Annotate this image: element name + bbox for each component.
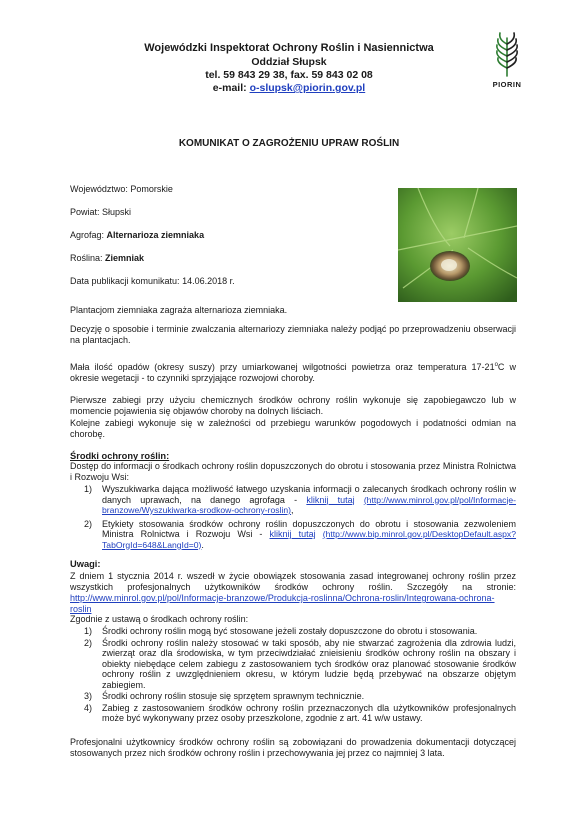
conditions-text-b: C w okresie wegetacji - to czynniki sprzyjające rozwojowi choroby. bbox=[70, 362, 517, 383]
section-protection-intro: Dostęp do informacji o środkach ochrony roślin dopuszczonych do obrotu i stosowania przez Ministra Rolnictwa i Rozwoju Wsi: bbox=[70, 461, 516, 482]
page-title: KOMUNIKAT O ZAGROŻENIU UPRAW ROŚLIN bbox=[178, 138, 400, 149]
law-lead: Zgodnie z ustawą o środkach ochrony roślin: bbox=[70, 614, 249, 624]
logo-text: PIORIN bbox=[492, 80, 522, 89]
meta-plant bbox=[70, 253, 144, 264]
pest-label: Agrofag: bbox=[70, 230, 107, 240]
paragraph-decision: Decyzję o sposobie i terminie zwalczania alternariozy ziemniaka należy podjąć po przeprowadzeniu obserwacji na plantacjach. bbox=[70, 324, 516, 345]
section-protection-title: Środki ochrony roślin: bbox=[70, 451, 170, 461]
org-name: Wojewódzki Inspektorat Ochrony Roślin i Nasiennictwa bbox=[144, 42, 434, 54]
list-text: Środki ochrony roślin należy stosować w taki sposób, aby nie stwarzać zagrożenia dla zdrowia ludzi, zwierząt oraz dla środowiska, w tym przeciwdziałać znieisieniu środków ochrony roślin na obszary i obiekty niebędące celem zabiegu z zastosowaniem tych środków oraz planować stosowanie środków ochrony roślin z uwzględnieniem okresu, w którym ludzie będą przebywać na obszarze objętym zabiegiem. bbox=[102, 637, 516, 690]
click-here-link[interactable]: kliknij tutaj bbox=[269, 529, 316, 539]
list-item bbox=[80, 691, 516, 702]
meta-pest bbox=[70, 230, 204, 241]
list-text: Środki ochrony roślin stosuje się sprzętem sprawnym technicznie. bbox=[102, 691, 365, 701]
section-notes-title: Uwagi: bbox=[70, 559, 101, 569]
meta-voivodeship bbox=[70, 184, 173, 195]
paragraph-next-treatment: Kolejne zabiegi wykonuje się w zależności od przebiegu warunków pogodowych i podatności odmian na chorobę. bbox=[70, 418, 516, 439]
paragraph-first-treatment: Pierwsze zabiegi przy użyciu chemicznych środków ochrony roślin wykonuje się zapobiegawczo lub w momencie pojawienia się objawów choroby na dolnych liściach. bbox=[70, 395, 516, 416]
contact-phone: tel. 59 843 29 38, fax. 59 843 02 08 bbox=[205, 69, 373, 81]
email-link[interactable]: o-slupsk@piorin.gov.pl bbox=[249, 82, 366, 94]
list-num: 1) bbox=[84, 626, 93, 636]
list-num: 1) bbox=[84, 484, 93, 494]
district-value: Słupski bbox=[102, 207, 132, 217]
closing-paragraph: Profesjonalni użytkownicy środków ochrony roślin są zobowiązani do prowadzenia dokumentacji dotyczącej stosowanych przez nich środków ochrony roślin i przechowywania jej przez co najmniej 3 lata. bbox=[70, 737, 516, 758]
plant-value: Ziemniak bbox=[105, 253, 145, 263]
list-item bbox=[80, 638, 516, 691]
leaf-disease-photo bbox=[398, 188, 517, 302]
voivodeship-label: Województwo: bbox=[70, 184, 131, 194]
notes-intro-text: Z dniem 1 stycznia 2014 r. wszedł w życie obowiązek stosowania zasad integrowanej ochrony roślin przez wszystkich profesjonalnych użytkowników środków ochrony roślin. Szczegóły na stronie: bbox=[70, 571, 516, 592]
section-notes-intro bbox=[70, 571, 516, 615]
list-text: Etykiety stosowania środków ochrony roślin dopuszczonych do obrotu i stosowania zezwoleniem Ministra Rolnictwa i Rozwoju Wsi - bbox=[102, 518, 516, 539]
list-text: Środki ochrony roślin mogą być stosowane jeżeli zostały dopuszczone do obrotu i stosowania. bbox=[102, 626, 478, 636]
list-tail: . bbox=[201, 539, 204, 550]
list-num: 2) bbox=[84, 637, 93, 648]
district-label: Powiat: bbox=[70, 207, 103, 217]
list-item bbox=[80, 626, 516, 637]
click-here-link[interactable]: kliknij tutaj bbox=[306, 494, 355, 505]
protection-list bbox=[80, 484, 516, 550]
list-tail: , bbox=[291, 505, 294, 515]
pest-value: Alternarioza ziemniaka bbox=[106, 230, 205, 240]
integrated-protection-url[interactable]: http://www.minrol.gov.pl/pol/Informacje-branzowe/Produkcja-roslinna/Ochrona-roslin/Integrowana-ochrona-roslin bbox=[70, 593, 495, 614]
list-text: Zabieg z zastosowaniem środków ochrony roślin przeznaczonych dla użytkowników profesjonalnych może być wykonywany przez osoby przeszkolone, zgodnie z art. 41 w/w ustawy. bbox=[102, 702, 516, 723]
labels-url[interactable]: (http://www.bip.minrol.gov.pl/DesktopDefault.aspx?TabOrgId=648&LangId=0) bbox=[102, 529, 517, 550]
search-tool-url[interactable]: (http://www.minrol.gov.pl/pol/Informacje-branzowe/Wyszukiwarka-srodkow-ochrony-roslin) bbox=[102, 494, 517, 515]
meta-date bbox=[70, 276, 235, 287]
paragraph-conditions bbox=[70, 362, 516, 384]
date-value: 14.06.2018 r. bbox=[182, 276, 235, 286]
list-text: Wyszukiwarka dająca możliwość łatwego uzyskania informacji o zalecanych środkach ochrony roślin w danych uprawach, na danego agrofaga - bbox=[102, 484, 516, 505]
conditions-text-a: Mała ilość opadów (okresy suszy) przy umiarkowanej wilgotności powietrza oraz temperatura 17-21 bbox=[70, 362, 495, 372]
degree-sup: o bbox=[494, 362, 498, 368]
voivodeship-value: Pomorskie bbox=[130, 184, 173, 194]
list-item bbox=[80, 519, 516, 551]
plant-label: Roślina: bbox=[70, 253, 106, 263]
list-num: 4) bbox=[84, 702, 93, 713]
list-num: 3) bbox=[84, 691, 93, 701]
paragraph-threat: Plantacjom ziemniaka zagraża alternarioza ziemniaka. bbox=[70, 305, 288, 315]
branch-name: Oddział Słupsk bbox=[251, 56, 327, 68]
email-label: e-mail: bbox=[212, 82, 250, 94]
list-num: 2) bbox=[84, 518, 93, 529]
law-list bbox=[80, 626, 516, 724]
list-item bbox=[80, 703, 516, 724]
meta-district bbox=[70, 207, 131, 218]
list-item bbox=[80, 484, 516, 516]
date-label: Data publikacji komunikatu: bbox=[70, 276, 183, 286]
